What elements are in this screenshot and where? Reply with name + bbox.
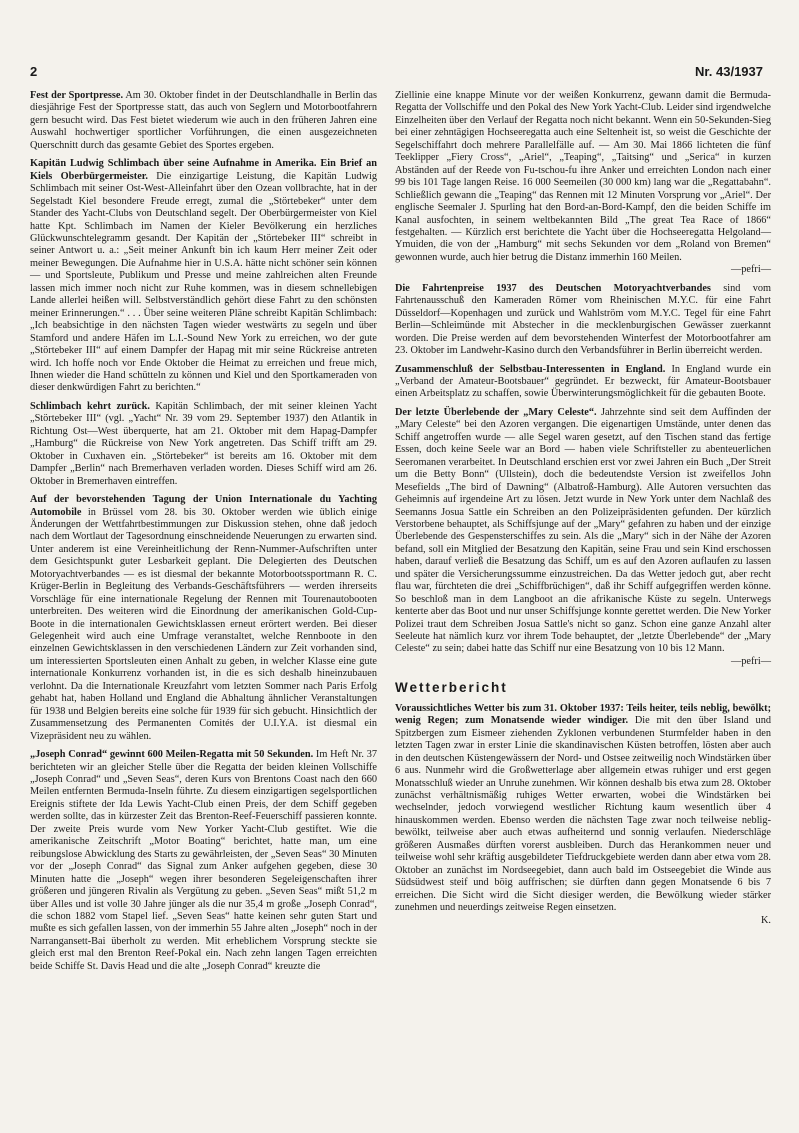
article-title: Schlimbach kehrt zurück.	[30, 400, 150, 412]
page-number: 2	[30, 64, 38, 79]
left-column	[30, 90, 377, 979]
article-schlimbach-zurueck	[30, 401, 377, 488]
article-body: In England wurde ein „Verband der Amateur-Bootsbauer“ gegründet. Er bezweckt, für Amateur-Bootsbauer einen Arbeitsplatz zu schaffen, sowie Überwinterungsmöglichkeit für die gebauten Boote.	[395, 363, 771, 400]
article-title: Kapitän Ludwig Schlimbach über seine Aufnahme in Amerika. Ein Brief an Kiels Oberbürgermeister.	[30, 158, 377, 182]
article-joseph-conrad-continued	[395, 90, 771, 277]
article-body: Jahrzehnte sind seit dem Auffinden der „Mary Celeste“ bei den Azoren vergangen. Die eigenartigen Umstände, unter denen das Schiff angetroffen wurde — alle Segel waren gesetzt, auf den Tischen stand das fertige Essen, doch keine Seele war an Bord — haben viele Schriftsteller zu abenteuerlichen Seeromanen verarbeitet. In Deutschland erschien erst vor zwei Jahren ein Buch „Der Streit um die Betty Bonn“ (Ullstein), doch die bedeutendste Version ist zweifellos John Mesefields „The bird of Dawning“ (Albatroß-Hamburg). Alle Autoren versuchten das Geheimnis auf irgendeine Art zu lösen. Jetzt wurde in New York unter dem Nachlaß des Seemanns Josua Sattle ein Schreiben an den Polizeipräsidenten gefunden. Der kürzlich Verstorbene behauptet, als Schiffsjunge auf der „Mary“ gefahren zu haben und der einzige Überlebende des Gespensterschiffes zu sein. Als die „Mary“ sich in der Nähe der Azoren befand, soll ein Mitglied der Besatzung den Kapitän, seine Frau und sein Kind erschossen haben, darauf verließ die Besatzung das Schiff, um es auf den Azoren auflaufen zu lassen und später die Versicherungssumme einzustreichen. Da das Wetter jedoch gut, aber recht flau war, fürchteten die drei „Schiffbrüchigen“, daß ihr Schiff aufgegriffen werden könne. So beschloß man in dem Langboot an die afrikanische Küste zu segeln. Unterwegs kenterte aber das Boot und nur unser Schiffsjunge konnte gerettet werden. Die New Yorker Polizei traut dem Schreiben Josua Sattle's nicht so ganz. Schon eine ganze Anzahl alter Seeleute hat nämlich kurz vor ihrem Tode behauptet, der „letzte Überlebende“ der „Mary Celeste“ zu sein; dabei hatte das Schiff nur eine Besatzung von 10 bis 12 Mann.	[395, 406, 772, 655]
article-body: in Brüssel vom 28. bis 30. Oktober werden wie üblich einige Änderungen der Wettfahrtbestimmungen zur Diskussion stehen, ohne daß jedoch nach dem Wortlaut der Tagesordnung einschneidende Neuerungen zu erwarten sind. Unter anderem ist eine Vereinheitlichung der Renn-Nummer-Aufschriften unter dem Gesichtspunkt guter Lesbarkeit geplant. Die Delegierten des Deutschen Motoryachtverbandes — es ist diesmal der bekannte Motorbootssportmann R. C. Krüger-Berlin in Begleitung des Verbands-Geschäftsführers — werden ihrerseits Vorschläge für eine internationale Regelung der Rennen mit Tourenautobooten unterbreiten. Des weiteren wird die Einordnung der amerikanischen Gold-Cup-Boote in die internationalen Gewichtsklassen erneut erörtert werden. Bei dieser Gelegenheit wird auch eine Umfrage veranstaltet, welche Rennboote in den einzelnen Gewichtsklassen in den verschiedenen Ländern zur Zeit vorhanden sind, um interessierten Sportsleuten einen Anhalt zu geben, in welcher Klasse eine gute internationale Konkurrenz vorhanden ist, in die es sich deshalb hineinzubauen verlohnt. Da die Internationale Kreuzfahrt vom letzten Sommer nach Paris Erfolg gehabt hat, haben Holland und England die Abhaltung ähnlicher Veranstaltungen für 1938 und Belgien bereits eine solche für 1939 für sich gebucht. Hinsichtlich der Zusammensetzung des Permanenten Comités der U.I.Y.A. ist diesmal ein Vizepräsident neu zu wählen.	[30, 506, 377, 742]
article-title: Die Fahrtenpreise 1937 des Deutschen Motoryachtverbandes	[395, 282, 711, 294]
article-title: Auf der bevorstehenden Tagung der Union Internationale du Yachting Automobile	[30, 494, 377, 518]
article-mary-celeste	[395, 407, 771, 669]
article-title: Fest der Sportpresse.	[30, 90, 124, 101]
weather-signature: K.	[760, 914, 771, 926]
weather-heading: Wetterbericht	[395, 680, 508, 696]
article-schlimbach-brief	[30, 158, 377, 395]
article-uiya-tagung	[30, 494, 377, 743]
weather-report	[395, 703, 771, 927]
article-body: Ziellinie eine knappe Minute vor der weißen Konkurrenz, gewann damit die Bermuda-Regatta der Vollschiffe und den Pokal des New York Yacht-Club. Leider sind irgendwelche Einzelheiten über den Verlauf der Regatta noch nicht bekannt. Wenn ein 50-Sekunden-Sieg bei einer zehntägigen Hochseeregatta auch eine Seltenheit ist, so weist die Geschichte der Segelschiffahrt doch mehrere Parallelfälle auf. — Am 30. Mai 1866 lichteten die fünf Teeklipper „Fiery Cross“, „Ariel“, „Teaping“, „Taitsing“ und „Serica“ in kurzen Abständen auf der Reede von Fu-tschou-fu ihre Anker und erreichten London nach einer 99 bis 101 Tage langen Reise. 16 000 Seemeilen (30 000 km) lang war die „Regattabahn“. Schließlich gewann die „Teaping“ das Rennen mit 12 Minuten Vorsprung vor „Ariel“. Der englische Seemaler J. Spurling hat den Bord-an-Bord-Kampf, den die beiden Schiffe im Kanal ausfochten, in seinem weltbekannten Bild „The great Tea Race of 1866“ festgehalten. — Kürzlich erst berichtete die Yacht über die Hochseeregatta Helgoland—Ymuiden, die von der „Hamburg“ mit sechs Sekunden vor dem „Roland von Bremen“ gewonnen wurde, auch hier betrug die Distanz immerhin 160 Meilen.	[395, 90, 771, 263]
article-sportpresse	[30, 90, 377, 152]
weather-body: Die mit den über Island und Spitzbergen zum Eismeer ziehenden Zyklonen verbundenen Sturmfelder haben in den letzten Tagen zwar in erster Linie die skandinavischen Küsten betroffen, lösten aber auch in den deutschen Küstengewässern der Nord- und Ostsee zeitweilig noch Windstärken über 6 aus. Nunmehr wird die Großwetterlage aber allgemein etwas ruhiger und erst gegen Monatsschluß wieder an Unruhe zunehmen. Wir können deshalb bis etwa zum 28. Oktober zunächst verhältnismäßig ruhiges Wetter erwarten, wobei die Windstärken bei wechselnder, jedoch vorwiegend westlicher Richtung kaum wesentlich über 4 hinauskommen werden. Ebenso werden die nächsten Tage zwar noch teilweise neblig-bewölkt, teilweise aber auch etwas aufheiternd und sonnig verlaufen. Niederschläge größeren Ausmaßes dürften vorerst ausbleiben. Durch das Herankommen neuer und teilweise wohl sehr kräftig ausgebildeter Tiefdruckgebiete werden dann aber etwa vom 28. Oktober an zunächst im Nordseegebiet, dann auch bald im Ostseegebiet die Winde aus Südsüdwest steif und böig auffrischen; sie dürften dann gegen Monatsende 6 bis 7 erreichen. Die Sicht wird die Sicht diesiger werden, die Bewölkung wieder stärker zunehmen und neuerdings zeitweise Regen einsetzen.	[395, 715, 771, 914]
article-selbstbau-england	[395, 364, 771, 401]
article-body: Im Heft Nr. 37 berichteten wir an gleicher Stelle über die Regatta der beiden kleinen Vollschiffe „Joseph Conrad“ und „Seven Seas“, deren Kurs von Brentons Coast nach den 660 Meilen entfernten Bermuda-Inseln führte. Zu diesem einzigartigen segelsportlichen Ereignis stiftete der Ida Lewis Yacht-Club einen Preis, der dem Schiff gegeben werden sollte, das in kürzester Zeit das Brenton-Reef-Feuerschiff passieren konnte. Der zweite Preis wurde vom New Yorker Yacht-Club gestiftet. Wie die amerikanische Zeitschrift „Motor Boating“ berichtet, hatte man, um eine reibungslose Abwicklung des Starts zu gewährleisten, der „Seven Seas“ 30 Minuten vor der „Joseph Conrad“ das Signal zum Anker aufgehen gegeben, diese 30 Minuten hatte die „Joseph“ wegen ihrer besonderen Segeleigenschaften ihrer größeren und jüngeren Rivalin als Vergütung zu geben. „Seven Seas“ mißt 51,2 m über Alles und ist volle 30 Jahre jünger als die nur 35,4 m große „Joseph Conrad“, die schon 1882 vom Stapel lief. „Seven Seas“ hatte keinen sehr guten Start und mußte es sich gefallen lassen, von der immerhin 55 Jahre alten „Joseph“ noch in der Narrangansett-Bai überholt zu werden. Mit erheblichem Vorsprung steckte sie gleich erst mal den Brenton Reef-Pokal ein. Nach zehn langen Tagen erreichten beide Schiffe St. Davis Head und die alte „Joseph Conrad“ kreuzte die	[30, 749, 377, 972]
article-body: sind vom Fahrtenausschuß den Kameraden Römer vom Rheinischen M.Y.C. für eine Fahrt Düsseldorf—Kopenhagen und zurück und Wahlström vom M.Y.C. Tegel für eine Fahrt Berlin—Schleimünde mit Abstecher in die mecklenburgischen Gewässer zuerkannt worden. Die Preise werden auf dem bevorstehenden Winterfest der Motorbootfahrer am 23. Oktober im Landwehr-Kasino durch den Verbandsführer in Berlin überreicht werden.	[395, 282, 771, 357]
article-fahrtenpreise	[395, 283, 771, 358]
author-signature: —pefri—	[730, 655, 771, 667]
issue-number: Nr. 43/1937	[695, 64, 763, 79]
article-joseph-conrad	[30, 749, 377, 973]
article-body: Die einzigartige Leistung, die Kapitän Ludwig Schlimbach mit seiner Ost-West-Alleinfahrt über den Ozean vollbrachte, hat in der Segelstadt Kiel besondere Freude erregt, zumal die „Störtebeker“ unter dem Stander des Yacht-Clubs von Deutschland segelt. Der Oberbürgermeister von Kiel hatte Kpt. Schlimbach im Namen der Kieler Bevölkerung ein herzliches Glückwunschtelegramm gesandt. Der Kapitän der „Störtebeker III“ schreibt in seiner Antwort u. a.: „Seit meiner Ankunft bin ich kaum Herr meiner Zeit oder meiner Bewegungen. Die Aufnahme hier in U.S.A. hätte nicht schöner sein können — und Sportsleute, Publikum und Presse und meine zahlreichen alten Freunde lassen mich immer noch nicht zur Ruhe kommen, was in diesem schnellebigen Lande allerlei heißen will. Selbstverständlich gehört diese Fahrt zu den schönsten meiner Erinnerungen.“ . . . Über seine weiteren Pläne schreibt Kapitän Schlimbach: „Ich beabsichtige in den nächsten Tagen wieder westwärts zu segeln und über Stamford und andere Häfen im L.I.-Sound New York zu erreichen, wo der gute „Störtebeker III“ auf einem Dampfer der Hapag mit mir seine Rückreise antreten wird. Ich hoffe noch vor Ende Oktober die Heimat zu erreichen und freue mich, Ihnen wieder die Hand schütteln zu können und Kiel und den Sportkameraden von dieser denkwürdigen Fahrt zu berichten.“	[30, 170, 377, 394]
article-title: Zusammenschluß der Selbstbau-Interessenten in England.	[395, 363, 666, 375]
weather-lead: Voraussichtliches Wetter bis zum 31. Oktober 1937: Teils heiter, teils neblig, bewölkt; wenig Regen; zum Monatsende wieder windiger.	[395, 702, 771, 727]
article-title: „Joseph Conrad“ gewinnt 600 Meilen-Regatta mit 50 Sekunden.	[30, 749, 314, 761]
author-signature: —pefri—	[730, 264, 771, 276]
article-body: Kapitän Schlimbach, der mit seiner kleinen Yacht „Störtebeker III“ (vgl. „Yacht“ Nr. 39 vom 29. September 1937) den Atlantik in Richtung Ost—West überquerte, hat am 21. Oktober mit dem Hapag-Dampfer „Hamburg“ die Rückreise von New York angetreten. Das Schiff trifft am 29. Oktober in Cuxhaven ein. „Störtebeker“ ist bereits am 16. Oktober mit dem Dampfer „Berlin“ nach Bremerhaven verladen worden. Dieses Schiff wird am 26. Oktober in Bremerhaven eintreffen.	[30, 400, 377, 487]
article-body: Am 30. Oktober findet in der Deutschlandhalle in Berlin das diesjährige Fest der Sportpresse statt, das auch von Seglern und Motorbootfahrern gern besucht wird. Das Fest bietet wiederum wie auch in den früheren Jahren eine Auswahl hochwertiger sportlicher Vorführungen, die einen ausgezeichneten Querschnitt durch das gesamte Gebiet des Sportes ergeben.	[30, 90, 377, 151]
article-title: Der letzte Überlebende der „Mary Celeste“.	[395, 406, 597, 418]
right-column	[395, 90, 771, 933]
